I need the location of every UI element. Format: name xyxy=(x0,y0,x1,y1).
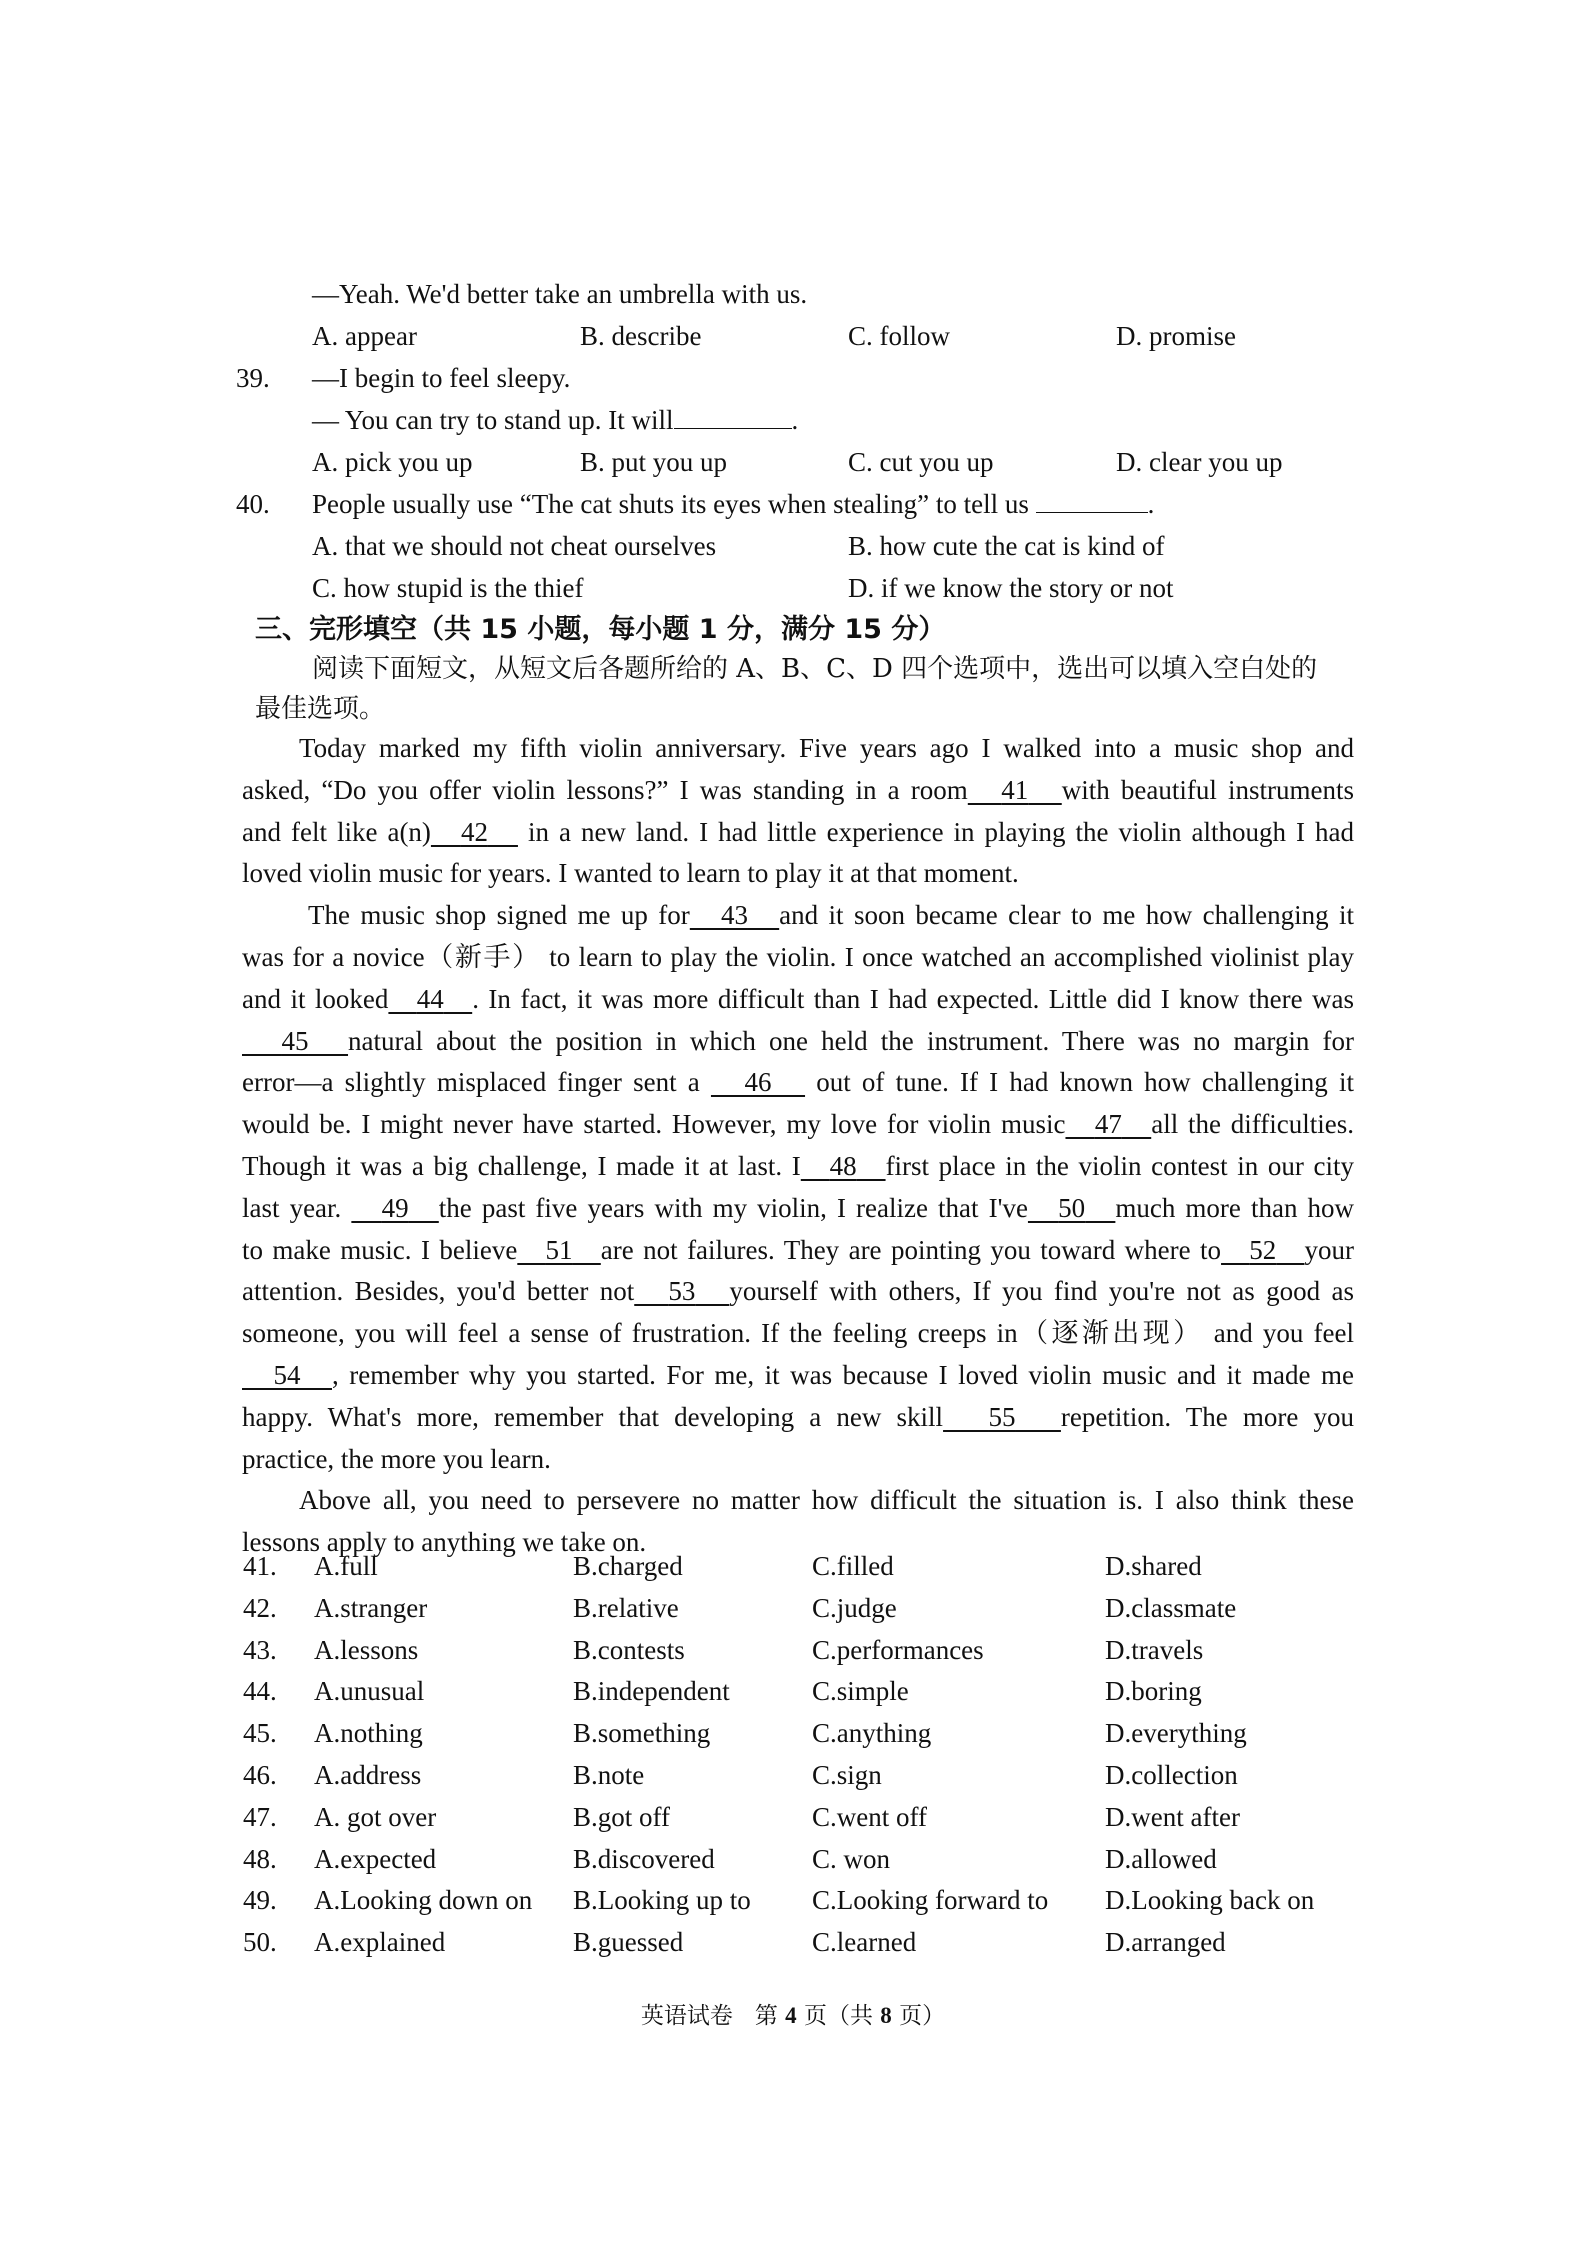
choice-option-a: A. got over xyxy=(314,1801,437,1832)
blank-number-text: 43 xyxy=(720,900,748,931)
q39-option-c: C. cut you up xyxy=(848,447,994,477)
footer-page-prefix: 第 xyxy=(754,2003,778,2029)
q39-option-a: A. pick you up xyxy=(312,447,473,477)
passage-text: to make music. I believe xyxy=(242,1234,518,1265)
q39-line2-text: — You can try to stand up. It will xyxy=(312,405,674,435)
passage-text: attention. Besides, you'd better not xyxy=(242,1276,635,1307)
q38-option-b: B. describe xyxy=(580,321,702,351)
passage-text: , remember why you started. For me, it was because I loved violin music and it made me xyxy=(332,1359,1354,1390)
blank-number-text: 50 xyxy=(1058,1192,1086,1223)
choice-option-a: A.Looking down on xyxy=(314,1885,533,1916)
choice-option-d: D.classmate xyxy=(1105,1592,1237,1623)
choice-option-d: D.went after xyxy=(1105,1801,1240,1832)
blank-number xyxy=(1028,1193,1115,1223)
passage-line xyxy=(242,979,1354,1021)
section-instruction-line1: 阅读下面短文，从短文后各题所给的 A、B、C、D 四个选项中，选出可以填入空白处的 xyxy=(312,654,1318,684)
blank-number xyxy=(943,1402,1061,1432)
blank-number-text: 49 xyxy=(381,1192,409,1223)
q40-number: 40. xyxy=(236,489,270,519)
passage-line xyxy=(242,1271,1354,1313)
passage-line xyxy=(242,1480,1354,1522)
passage-line xyxy=(242,812,1354,854)
choice-option-a: A.stranger xyxy=(314,1592,428,1623)
q40-option-a: A. that we should not cheat ourselves xyxy=(312,531,717,561)
passage-text: with beautiful instruments xyxy=(1061,774,1355,805)
choice-number: 45. xyxy=(243,1718,277,1749)
choice-number: 44. xyxy=(243,1676,277,1707)
choice-option-b: B.independent xyxy=(573,1676,730,1707)
blank-number xyxy=(690,900,779,930)
choice-option-d: D.boring xyxy=(1105,1676,1202,1707)
passage-text: first place in the violin contest in our city xyxy=(885,1150,1354,1181)
passage-text: and it looked xyxy=(242,983,389,1014)
blank-number xyxy=(242,1360,332,1390)
blank-number-text: 42 xyxy=(460,816,488,847)
passage-line xyxy=(242,1021,1354,1063)
cloze-passage xyxy=(242,728,1354,1564)
passage-text: error—a slightly misplaced finger sent a xyxy=(242,1067,711,1098)
passage-text: repetition. The more you xyxy=(1060,1401,1355,1432)
choice-option-c: C.sign xyxy=(812,1760,882,1790)
q40-stem-end: . xyxy=(1147,489,1155,519)
passage-text: practice, the more you learn. xyxy=(242,1443,551,1474)
blank-number xyxy=(517,1235,600,1265)
choice-option-c: C.filled xyxy=(812,1551,894,1581)
q38-option-c: C. follow xyxy=(848,321,951,351)
blank-number-text: 46 xyxy=(744,1067,772,1098)
blank-number-text: 52 xyxy=(1249,1234,1277,1265)
q40-option-b: B. how cute the cat is kind of xyxy=(848,531,1165,561)
passage-line xyxy=(242,770,1354,812)
section-heading: 三、完形填空（共 15 小题，每小题 1 分，满分 15 分） xyxy=(255,614,946,645)
footer-subject: 英语试卷 xyxy=(640,2003,733,2029)
passage-text: would be. I might never have started. However, my love for violin music xyxy=(242,1109,1066,1140)
q38-option-d: D. promise xyxy=(1116,321,1236,351)
choice-number: 46. xyxy=(243,1760,277,1790)
blank-number-text: 45 xyxy=(281,1025,309,1056)
choice-option-d: D.collection xyxy=(1105,1760,1238,1790)
passage-text: natural about the position in which one held the instrument. There was no margin for xyxy=(348,1025,1354,1056)
choice-number: 50. xyxy=(243,1927,277,1958)
passage-text: loved violin music for years. I wanted to learn to play it at that moment. xyxy=(242,858,1019,889)
q40-option-d: D. if we know the story or not xyxy=(848,573,1174,603)
choice-option-a: A.lessons xyxy=(314,1634,419,1665)
passage-text: all the difficulties. xyxy=(1151,1109,1355,1140)
choice-option-d: D.arranged xyxy=(1105,1927,1226,1958)
q39-line1: —I begin to feel sleepy. xyxy=(312,363,571,393)
footer-page-mid: 页（共 xyxy=(803,2003,873,2029)
footer-page-suffix: 页） xyxy=(899,2003,946,2029)
blank-number xyxy=(388,984,472,1014)
answer-blank xyxy=(674,402,792,429)
choice-number: 41. xyxy=(243,1551,277,1581)
blank-number-text: 53 xyxy=(668,1276,696,1307)
blank-number-text: 41 xyxy=(1001,774,1029,805)
section-instruction-line2: 最佳选项。 xyxy=(255,694,386,724)
q38-reply: —Yeah. We'd better take an umbrella with us. xyxy=(312,279,808,309)
q39-line2-end: . xyxy=(791,405,799,435)
passage-text: much more than how xyxy=(1115,1192,1355,1223)
page-footer xyxy=(0,2000,1586,2032)
passage-line xyxy=(242,1146,1354,1188)
blank-number xyxy=(634,1276,729,1306)
choice-number: 49. xyxy=(243,1885,277,1916)
passage-text: and it soon became clear to me how challenging it xyxy=(779,900,1355,931)
passage-text: are not failures. They are pointing you toward where to xyxy=(600,1234,1222,1265)
choice-option-a: A.unusual xyxy=(314,1676,425,1707)
q40-stem xyxy=(312,486,1154,522)
choice-option-c: C.Looking forward to xyxy=(812,1885,1049,1916)
passage-line xyxy=(242,853,1354,895)
choice-option-a: A.full xyxy=(314,1551,378,1581)
blank-number xyxy=(1065,1109,1151,1139)
choice-option-b: B.charged xyxy=(573,1551,683,1581)
passage-line xyxy=(242,728,1354,770)
blank-number xyxy=(968,775,1062,805)
blank-number xyxy=(1221,1235,1304,1265)
q38-option-a: A. appear xyxy=(312,321,417,351)
choice-option-d: D.shared xyxy=(1105,1551,1202,1581)
q40-stem-text: People usually use “The cat shuts its eyes when stealing” to tell us xyxy=(312,489,1029,519)
passage-line xyxy=(242,1397,1354,1439)
passage-line xyxy=(242,937,1354,979)
q39-option-b: B. put you up xyxy=(580,447,728,477)
choice-option-a: A.explained xyxy=(314,1927,446,1958)
passage-text: lessons apply to anything we take on. xyxy=(242,1527,647,1558)
passage-text: and felt like a(n) xyxy=(242,816,431,847)
choice-option-c: C. won xyxy=(812,1843,891,1874)
choice-option-a: A.nothing xyxy=(314,1718,423,1749)
blank-number-text: 55 xyxy=(988,1401,1016,1432)
blank-number xyxy=(242,1026,348,1056)
passage-line xyxy=(242,1230,1354,1272)
choice-option-b: B.contests xyxy=(573,1634,685,1665)
choice-number: 47. xyxy=(243,1801,277,1832)
blank-number-text: 48 xyxy=(829,1150,857,1181)
passage-text: Though it was a big challenge, I made it at last. I xyxy=(242,1150,801,1181)
choice-number: 42. xyxy=(243,1592,277,1623)
passage-line xyxy=(242,1313,1354,1355)
choice-option-b: B.got off xyxy=(573,1801,671,1832)
passage-line xyxy=(242,1062,1354,1104)
choice-option-a: A.expected xyxy=(314,1843,437,1874)
choice-option-c: C.learned xyxy=(812,1927,917,1958)
choice-option-d: D.travels xyxy=(1105,1634,1204,1665)
passage-text: last year. xyxy=(242,1192,352,1223)
choice-option-c: C.performances xyxy=(812,1634,984,1665)
choice-option-a: A.address xyxy=(314,1760,422,1790)
blank-number xyxy=(351,1193,438,1223)
passage-text: someone, you will feel a sense of frustration. If the feeling creeps in（逐渐出现） and you feel xyxy=(242,1318,1354,1349)
blank-number xyxy=(431,817,518,847)
choice-option-c: C.simple xyxy=(812,1676,909,1707)
choice-option-c: C.went off xyxy=(812,1801,927,1832)
passage-text: The music shop signed me up for xyxy=(308,900,690,931)
q40-option-c: C. how stupid is the thief xyxy=(312,573,584,603)
blank-number-text: 47 xyxy=(1094,1109,1122,1140)
blank-number-text: 44 xyxy=(416,983,444,1014)
q39-option-d: D. clear you up xyxy=(1116,447,1283,477)
choice-option-d: D.everything xyxy=(1105,1718,1247,1749)
passage-text: yourself with others, If you find you're not as good as xyxy=(729,1276,1354,1307)
passage-text: Above all, you need to persevere no matter how difficult the situation is. I also think these xyxy=(299,1485,1354,1516)
choice-option-b: B.guessed xyxy=(573,1927,684,1958)
choice-option-b: B.relative xyxy=(573,1592,679,1623)
passage-text: was for a novice（新手） to learn to play the violin. I once watched an accomplished violinist play xyxy=(242,941,1354,972)
blank-number-text: 51 xyxy=(545,1234,573,1265)
choice-option-b: B.note xyxy=(573,1760,645,1790)
q39-number: 39. xyxy=(236,363,270,393)
choice-option-c: C.anything xyxy=(812,1718,932,1749)
choice-number: 48. xyxy=(243,1843,277,1874)
blank-number xyxy=(711,1067,805,1097)
passage-text: out of tune. If I had known how challenging it xyxy=(805,1067,1354,1098)
footer-page-total: 8 xyxy=(880,2003,892,2028)
choice-option-d: D.allowed xyxy=(1105,1843,1217,1874)
choice-option-b: B.discovered xyxy=(573,1843,715,1874)
passage-line xyxy=(242,895,1354,937)
passage-text: the past five years with my violin, I realize that I've xyxy=(438,1192,1028,1223)
choice-option-b: B.something xyxy=(573,1718,711,1749)
blank-number xyxy=(801,1151,886,1181)
passage-text: happy. What's more, remember that developing a new skill xyxy=(242,1401,944,1432)
answer-blank xyxy=(1036,486,1148,513)
passage-line xyxy=(242,1439,1354,1481)
passage-text: . In fact, it was more difficult than I had expected. Little did I know there was xyxy=(472,983,1355,1014)
blank-number-text: 54 xyxy=(273,1359,301,1390)
choice-option-c: C.judge xyxy=(812,1592,897,1623)
passage-text: in a new land. I had little experience in playing the violin although I had xyxy=(517,816,1355,847)
footer-page-number: 4 xyxy=(785,2003,797,2028)
choice-option-d: D.Looking back on xyxy=(1105,1885,1315,1916)
passage-text: Today marked my fifth violin anniversary. Five years ago I walked into a music shop and xyxy=(299,733,1354,763)
choice-option-b: B.Looking up to xyxy=(573,1885,751,1916)
choice-number: 43. xyxy=(243,1634,277,1665)
passage-line xyxy=(242,1104,1354,1146)
passage-text: asked, “Do you offer violin lessons?” I was standing in a room xyxy=(242,774,968,805)
passage-text: your xyxy=(1304,1234,1355,1265)
q39-line2 xyxy=(312,402,798,438)
passage-line xyxy=(242,1188,1354,1230)
passage-line xyxy=(242,1355,1354,1397)
